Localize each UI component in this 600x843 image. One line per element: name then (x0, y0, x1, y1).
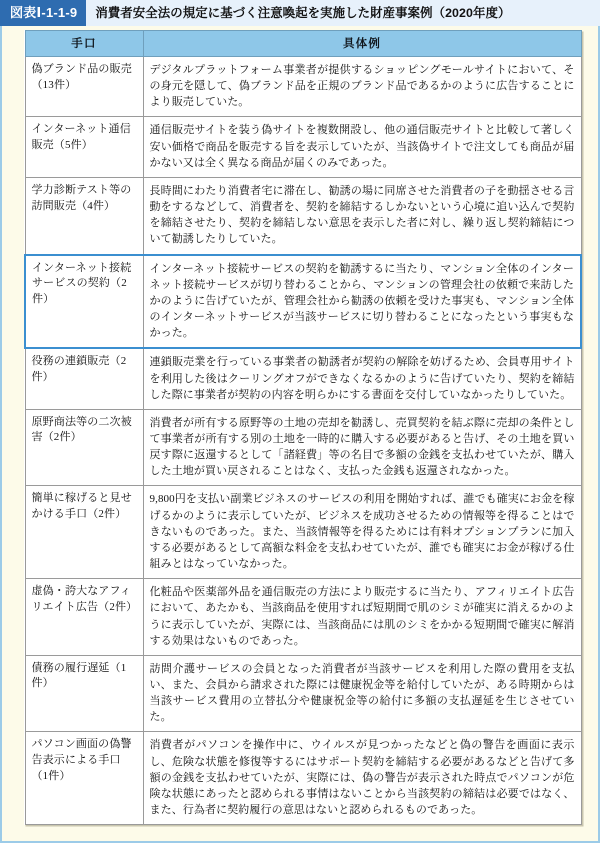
cell-method: 虚偽・誇大なアフィリエイト広告（2件） (25, 579, 143, 656)
cell-example: デジタルプラットフォーム事業者が提供するショッピングモールサイトにおいて、その身元を隠して、偽ブランド品を正規のブランド品であるかのように広告することにより販売していた。 (143, 57, 581, 117)
table-row (25, 579, 581, 656)
table-body (25, 57, 581, 825)
table-row (25, 409, 581, 486)
cell-example: 9,800円を支払い副業ビジネスのサービスの利用を開始すれば、誰でも確実にお金を稼げるかのように表示していたが、ビジネスを成功させるための情報等を得ることはできないものであった。また、当該情報等を得るためには有料オプションプランに加入する必要があるとして高額な料金を支払わせていたが、誰でも確実にお金が稼げる仕組みとはなっていなかった。 (143, 486, 581, 579)
cell-method: 偽ブランド品の販売（13件） (25, 57, 143, 117)
table-container (24, 30, 580, 825)
cell-example: 訪問介護サービスの会員となった消費者が当該サービスを利用した際の費用を支払い、また、会員から請求された際には健康祝金等を給付していたが、ある時期からは当該サービス費用の立替払分や健康祝金等の給付に多額の支払遅延を生じさせていた。 (143, 655, 581, 732)
table-row (25, 655, 581, 732)
table-row (25, 57, 581, 117)
table-row (25, 117, 581, 177)
figure-number-badge: 図表Ⅰ-1-1-9 (0, 0, 86, 26)
table-head (25, 31, 581, 57)
cell-method: 学力診断テスト等の訪問販売（4件） (25, 177, 143, 254)
cell-example: 消費者がパソコンを操作中に、ウイルスが見つかったなどと偽の警告を画面に表示し、危険な状態を修復等するにはサポート契約を締結する必要があるなどと告げて多額の金銭を支払わせていたが、実際には、偽の警告が表示された時点でパソコンが危険な状態にあったと認められる事情はないことから当該契約の締結は必要ではなく、また、行為者に契約履行の意思はないと認められるものであった。 (143, 732, 581, 825)
cell-example: 通信販売サイトを装う偽サイトを複数開設し、他の通信販売サイトと比較して著しく安い価格で商品を販売する旨を表示していたが、当該偽サイトで注文しても商品が届かない又は全く異なる商品が届くのみであった。 (143, 117, 581, 177)
table-row (25, 486, 581, 579)
cell-example: インターネット接続サービスの契約を勧誘するに当たり、マンション全体のインターネット接続サービスが切り替わることから、マンションの管理会社の依頼で来訪したかのように告げていたが、管理会社から勧誘の依頼を受けた事実も、マンション全体のインターネットサービスが当該サービスに切り替わることになったという事実もなかった。 (143, 255, 581, 349)
cell-example: 連鎖販売業を行っている事業者の勧誘者が契約の解除を妨げるため、会員専用サイトを利用した後はクーリングオフができなくなるかのように告げていたり、契約を締結した際に事業者が契約の内容を明らかにする書面を交付していなかったりしていた。 (143, 348, 581, 409)
cell-example: 化粧品や医薬部外品を通信販売の方法により販売するに当たり、アフィリエイト広告において、あたかも、当該商品を使用すれば短期間で肌のシミが確実に消えるかのように表示していたが、実際には、当該商品には肌のシミをかかる短期間で確実に解消する効果はないものであった。 (143, 579, 581, 656)
table-row (25, 732, 581, 825)
cell-method: パソコン画面の偽警告表示による手口（1件） (25, 732, 143, 825)
cell-method: 債務の履行遅延（1件） (25, 655, 143, 732)
column-header-example: 具体例 (143, 31, 581, 57)
table-row (25, 255, 581, 349)
figure-title: 消費者安全法の規定に基づく注意喚起を実施した財産事案例（2020年度） (95, 6, 511, 20)
cell-example: 消費者が所有する原野等の土地の売却を勧誘し、売買契約を結ぶ際に売却の条件として事業者が所有する別の土地を一時的に購入する必要があると告げ、その土地を買い戻す際に返還するとして「諸経費」等の名目で多額の金銭を支払わせていたが、購入した土地が買い戻されることはなく、支払った金銭も返還されなかった。 (143, 409, 581, 486)
cell-method: インターネット通信販売（5件） (25, 117, 143, 177)
table-row (25, 177, 581, 254)
cell-example: 長時間にわたり消費者宅に滞在し、勧誘の場に同席させた消費者の子を動揺させる言動をするなどして、消費者を、契約を締結するしかないという心境に追い込んで契約を締結させたり、契約を締結しない意思を表示した者に対し、繰り返し契約締結について勧誘したりしていた。 (143, 177, 581, 254)
table-header-row (25, 31, 581, 57)
property-case-examples-table (24, 30, 582, 825)
cell-method: 原野商法等の二次被害（2件） (25, 409, 143, 486)
figure-title-bar (0, 0, 600, 26)
cell-method: 簡単に稼げると見せかける手口（2件） (25, 486, 143, 579)
column-header-method: 手口 (25, 31, 143, 57)
cell-method: インターネット接続サービスの契約（2件） (25, 255, 143, 349)
cell-method: 役務の連鎖販売（2件） (25, 348, 143, 409)
table-row (25, 348, 581, 409)
